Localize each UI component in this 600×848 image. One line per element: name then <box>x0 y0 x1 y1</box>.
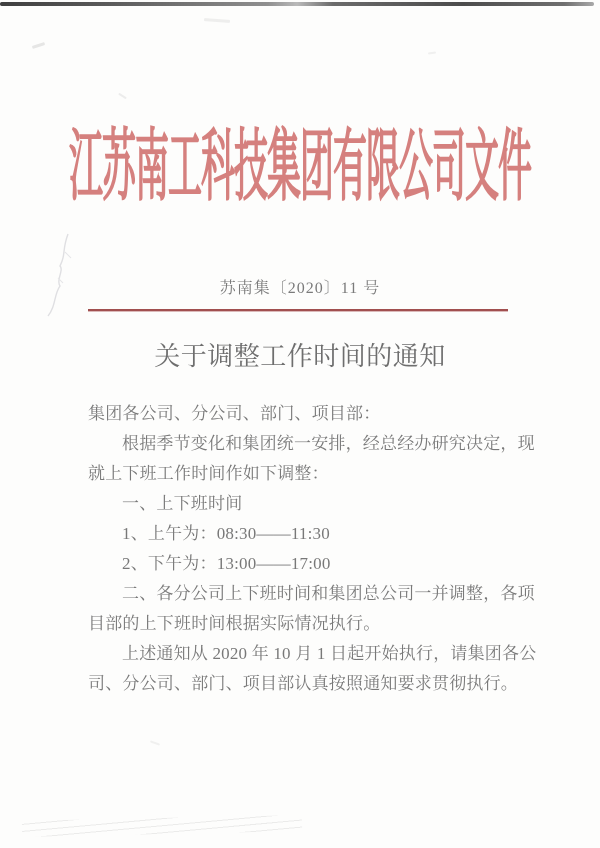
body-line: 2、下午为：13:00——17:00 <box>122 554 331 573</box>
body-line: 1、上午为：08:30——11:30 <box>122 524 330 543</box>
body-line: 司、分公司、部门、项目部认真按照通知要求贯彻执行。 <box>88 674 518 693</box>
letterhead-title: 江苏南工科技集团有限公司文件 <box>69 126 531 212</box>
scan-speck-artifact <box>32 42 45 49</box>
scan-edge-artifact-top <box>0 2 594 6</box>
doc-number: 苏南集〔2020〕11 号 <box>219 280 381 297</box>
scratch-artifact <box>38 232 82 318</box>
body-line: 二、各分公司上下班时间和集团总公司一并调整，各项 <box>122 584 535 603</box>
scan-speck-artifact <box>428 51 436 54</box>
scan-speck-artifact <box>204 18 230 23</box>
scan-speck-artifact <box>118 93 127 99</box>
notice-title: 关于调整工作时间的通知 <box>154 342 446 371</box>
red-separator-line <box>88 309 508 311</box>
smudge-artifact-bottom <box>22 815 302 837</box>
scan-speck-artifact <box>150 740 160 745</box>
body-line: 就上下班工作时间作如下调整： <box>88 464 329 483</box>
body-line: 根据季节变化和集团统一安排，经总经办研究决定，现 <box>122 434 535 453</box>
body-line: 目部的上下班时间根据实际情况执行。 <box>88 614 381 633</box>
body-text <box>88 402 537 702</box>
body-line: 一、上下班时间 <box>122 494 243 513</box>
body-line: 集团各公司、分公司、部门、项目部： <box>88 404 381 423</box>
body-line: 上述通知从 2020 年 10 月 1 日起开始执行，请集团各公 <box>122 644 537 663</box>
